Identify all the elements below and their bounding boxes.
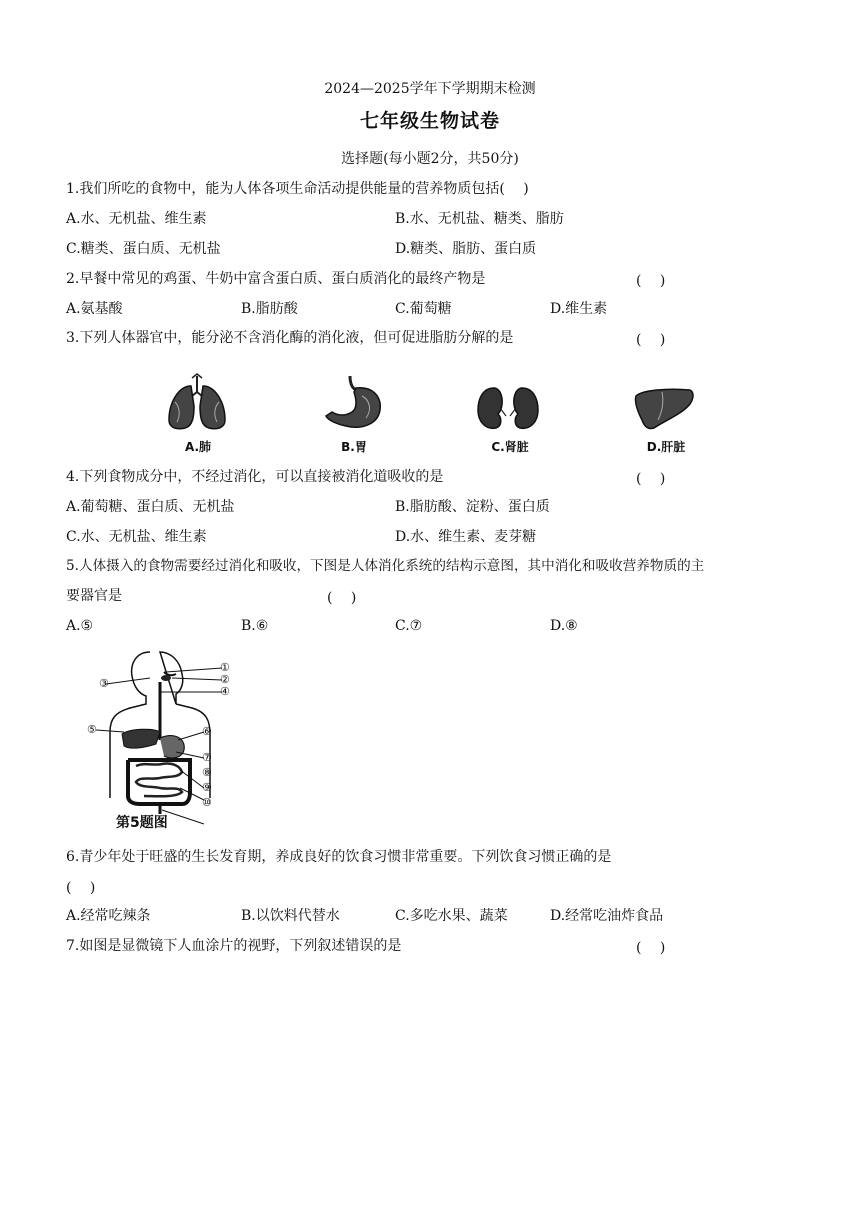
question-2-option-a: A.氨基酸 (66, 301, 123, 317)
liver-label: D.肝脏 (646, 440, 686, 454)
question-1-option-d: D.糖类、脂肪、蛋白质 (395, 241, 537, 257)
question-2-option-c: C.葡萄糖 (395, 301, 452, 317)
question-6-option-d: D.经常吃油炸食品 (550, 908, 664, 924)
question-5-answer-blank: ( ) (327, 590, 357, 606)
question-3-stem: 3.下列人体器官中，能分泌不含消化酶的消化液，但可促进脂肪分解的是 (66, 330, 514, 346)
question-5-option-d: D.⑧ (550, 618, 578, 634)
question-4-option-c: C.水、无机盐、维生素 (66, 529, 207, 545)
figure-label-10: ⑩ (202, 796, 212, 809)
question-4-option-a: A.葡萄糖、蛋白质、无机盐 (66, 499, 235, 515)
question-2-stem: 2.早餐中常见的鸡蛋、牛奶中富含蛋白质、蛋白质消化的最终产物是 (66, 271, 486, 287)
question-4-option-b: B.脂肪酸、淀粉、蛋白质 (395, 499, 550, 515)
question-6-option-a: A.经常吃辣条 (66, 908, 151, 924)
question-2-answer-blank: ( ) (636, 273, 666, 289)
question-1-option-b: B.水、无机盐、糖类、脂肪 (395, 211, 564, 227)
figure-label-8: ⑧ (202, 766, 212, 779)
lung-label: A.肺 (184, 440, 212, 454)
question-1-option-a: A.水、无机盐、维生素 (66, 211, 207, 227)
figure-label-5: ⑤ (87, 723, 97, 736)
digestive-system-figure (84, 648, 234, 842)
exam-name: 2024—2025学年下学期期末检测 (324, 81, 536, 97)
question-2-option-b: B.脂肪酸 (241, 301, 298, 317)
kidney-label: C.肾脏 (491, 440, 529, 454)
question-5-stem-line-2: 要器官是 (66, 588, 122, 604)
question-5-option-a: A.⑤ (66, 618, 94, 634)
figure-label-3: ③ (99, 677, 109, 690)
figure-label-2: ② (220, 673, 230, 686)
lung-icon (165, 372, 229, 436)
figure-label-6: ⑥ (202, 725, 212, 738)
figure-caption: 第5题图 (116, 815, 168, 831)
figure-label-1: ① (220, 661, 230, 674)
question-4-answer-blank: ( ) (636, 471, 666, 487)
liver-icon (632, 386, 696, 436)
question-5-option-c: C.⑦ (395, 618, 423, 634)
section-heading: 选择题(每小题2分，共50分) (341, 151, 519, 167)
question-2-option-d: D.维生素 (550, 301, 608, 317)
stomach-icon (322, 374, 386, 436)
question-4-option-d: D.水、维生素、麦芽糖 (395, 529, 537, 545)
stomach-label: B.胃 (341, 440, 367, 454)
question-1-stem: 1.我们所吃的食物中，能为人体各项生命活动提供能量的营养物质包括( ) (66, 181, 529, 197)
question-5-stem-line-1: 5.人体摄入的食物需要经过消化和吸收，下图是人体消化系统的结构示意图，其中消化和吸收营养物质的主 (66, 558, 705, 574)
question-7-stem: 7.如图是显微镜下人血涂片的视野，下列叙述错误的是 (66, 938, 402, 954)
question-1-option-c: C.糖类、蛋白质、无机盐 (66, 241, 221, 257)
figure-label-7: ⑦ (202, 751, 212, 764)
page-title: 七年级生物试卷 (359, 110, 500, 132)
question-6-stem: 6.青少年处于旺盛的生长发育期，养成良好的饮食习惯非常重要。下列饮食习惯正确的是 (66, 849, 612, 865)
figure-label-9: ⑨ (202, 781, 212, 794)
question-6-option-c: C.多吃水果、蔬菜 (395, 908, 508, 924)
question-3-answer-blank: ( ) (636, 332, 666, 348)
figure-label-4: ④ (220, 685, 230, 698)
question-6-option-b: B.以饮料代替水 (241, 908, 340, 924)
question-5-option-b: B.⑥ (241, 618, 269, 634)
question-6-answer-blank: ( ) (66, 880, 96, 896)
kidney-icon (476, 386, 540, 436)
question-4-stem: 4.下列食物成分中，不经过消化，可以直接被消化道吸收的是 (66, 469, 444, 485)
question-7-answer-blank: ( ) (636, 940, 666, 956)
